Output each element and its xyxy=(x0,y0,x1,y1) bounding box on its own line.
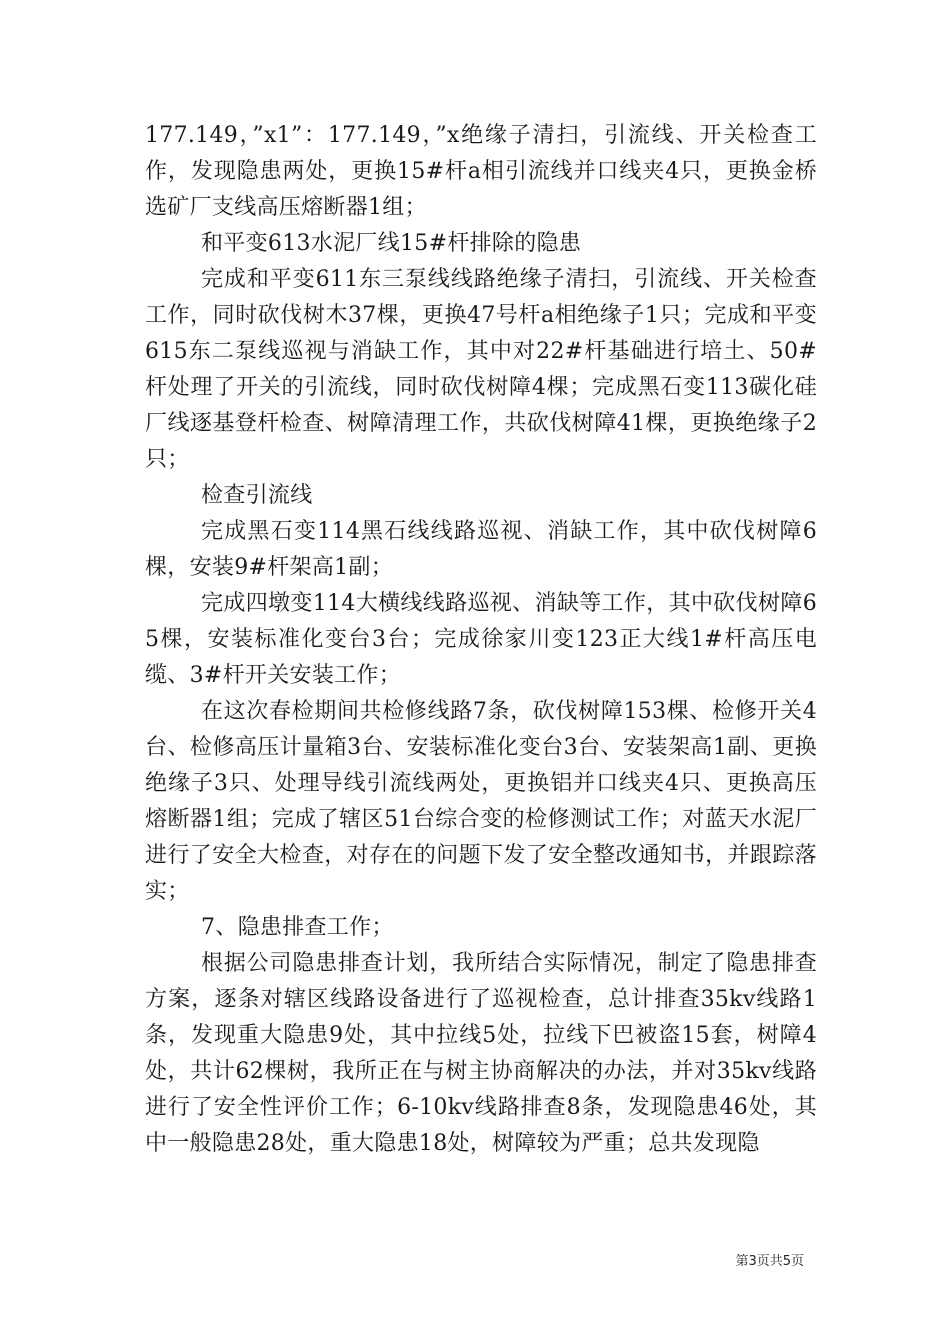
paragraph-heping-611: 完成和平变611东三泵线线路绝缘子清扫，引流线、开关检查工作，同时砍伐树木37棵，更换47号杆a相绝缘子1只；完成和平变615东二泵线巡视与消缺工作，其中对22#杆基础进行培土、50#杆处理了开关的引流线，同时砍伐树障4棵；完成黑石变113碳化硅厂线逐基登杆检查、树障清理工作，共砍伐树障41棵，更换绝缘子2只； xyxy=(145,267,817,472)
paragraph-spring-inspection-summary: 在这次春检期间共检修线路7条，砍伐树障153棵、检修开关4台、检修高压计量箱3台、安装标准化变台3台、安装架高1副、更换绝缘子3只、处理导线引流线两处，更换铝并口线夹4只、更换高压熔断器1组；完成了辖区51台综合变的检修测试工作；对蓝天水泥厂进行了安全大检查，对存在的问题下发了安全整改通知书，并跟踪落实； xyxy=(145,699,817,904)
paragraph-heading-heping-613: 和平变613水泥厂线15#杆排除的隐患 xyxy=(201,231,582,256)
paragraph-sidun-114: 完成四墩变114大横线线路巡视、消缺等工作，其中砍伐树障65棵，安装标准化变台3台；完成徐家川变123正大线1#杆高压电缆、3#杆开关安装工作； xyxy=(145,591,817,688)
paragraph-heading-check-leads: 检查引流线 xyxy=(201,483,313,508)
paragraph-heishi-114: 完成黑石变114黑石线线路巡视、消缺工作，其中砍伐树障6棵，安装9#杆架高1副； xyxy=(145,519,817,580)
document-body xyxy=(145,118,817,1162)
section-heading-hazard-check: 7、隐患排查工作； xyxy=(201,915,394,940)
paragraph-hazard-check: 根据公司隐患排查计划，我所结合实际情况，制定了隐患排查方案，逐条对辖区线路设备进行了巡视检查，总计排查35kv线路1条，发现重大隐患9处，其中拉线5处，拉线下巴被盗15套，树障4处，共计62棵树，我所正在与树主协商解决的办法，并对35kv线路进行了安全性评价工作；6-10kv线路排查8条，发现隐患46处，其中一般隐患28处，重大隐患18处，树障较为严重；总共发现隐 xyxy=(145,951,817,1156)
page-number: 第3页共5页 xyxy=(735,1254,804,1269)
paragraph-continued: 177.149，”x1”：177.149，”x绝缘子清扫，引流线、开关检查工作，发现隐患两处，更换15#杆a相引流线并口线夹4只，更换金桥选矿厂支线高压熔断器1组； xyxy=(145,123,817,220)
